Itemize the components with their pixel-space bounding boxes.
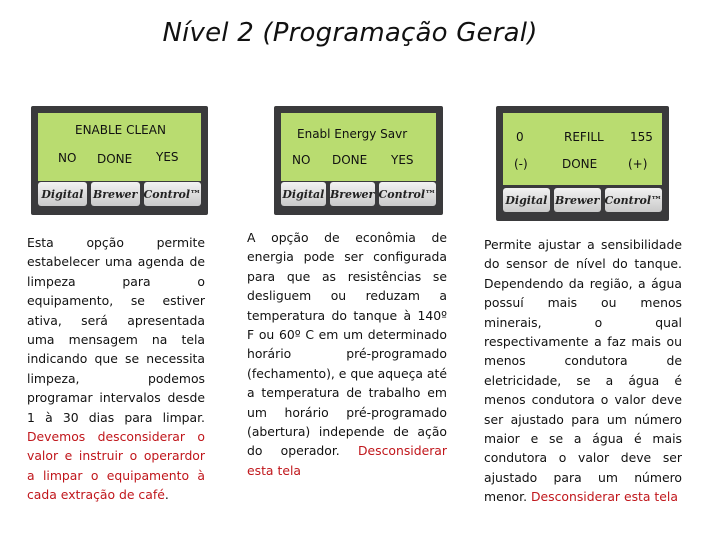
panel-button-3[interactable]: Control™ xyxy=(144,182,201,206)
lcd-option-no: NO xyxy=(58,151,77,165)
lcd-option-plus: (+) xyxy=(628,157,648,171)
lcd-display xyxy=(503,113,662,185)
description-text: Permite ajustar a sensibilidade do sensor de nível do tanque. Dependendo da região, a água possuí mais ou menos minerais, o qual respectivamente a faz mais ou menos condutora de eletricidade, se a água é menos condutora o valor deve ser ajustado para um número maior e se a água é mais condutora o valor deve ser ajustado para um número menor. xyxy=(484,237,682,505)
controller-panel-clean xyxy=(31,106,208,215)
lcd-option-no: NO xyxy=(292,153,311,167)
panel-button-row xyxy=(503,188,662,212)
description-highlight: Desconsiderar esta tela xyxy=(247,443,447,478)
controller-panel-refill xyxy=(496,106,669,221)
lcd-option-yes: YES xyxy=(156,150,179,164)
panel-button-1[interactable]: Digital xyxy=(38,182,87,206)
description-clean xyxy=(27,233,205,505)
description-text: A opção de econômia de energia pode ser configurada para que as resistências se desliguem ou reduzam a temperatura do tanque à 140º F ou 60º C em um determinado horário pré-programado (fechamento), e que aqueça até a temperatura de trabalho em um horário pré-programado (abertura) independe de ação do operador. xyxy=(247,230,447,459)
panel-button-3[interactable]: Control™ xyxy=(605,188,662,212)
lcd-option-yes: YES xyxy=(391,153,414,167)
panel-button-row xyxy=(281,182,436,206)
lcd-display xyxy=(38,113,201,181)
controller-panel-energy xyxy=(274,106,443,215)
panel-button-2[interactable]: Brewer xyxy=(91,182,140,206)
lcd-option-done: DONE xyxy=(97,152,133,166)
lcd-option-minus: (-) xyxy=(514,157,528,171)
lcd-value-left: 0 xyxy=(516,130,524,144)
description-energy xyxy=(247,228,447,480)
description-tail: . xyxy=(164,487,169,503)
panel-button-3[interactable]: Control™ xyxy=(379,182,436,206)
panel-button-2[interactable]: Brewer xyxy=(330,182,375,206)
panel-button-2[interactable]: Brewer xyxy=(554,188,601,212)
lcd-line-1: Enabl Energy Savr xyxy=(297,127,408,141)
panel-button-1[interactable]: Digital xyxy=(503,188,550,212)
description-highlight: Devemos desconsiderar o valor e instruir o operardor a limpar o equipamento à cada extração de café xyxy=(27,429,205,503)
lcd-value-right: 155 xyxy=(630,130,653,144)
description-refill xyxy=(484,235,682,507)
lcd-option-done: DONE xyxy=(332,153,368,167)
panel-button-1[interactable]: Digital xyxy=(281,182,326,206)
lcd-option-done: DONE xyxy=(562,157,598,171)
lcd-line-1: ENABLE CLEAN xyxy=(75,123,166,137)
lcd-display xyxy=(281,113,436,181)
lcd-label-refill: REFILL xyxy=(564,130,604,144)
description-text: Esta opção permite estabelecer uma agenda de limpeza para o equipamento, se estiver ativa, será apresentada uma mensagem na tela indicando que se necessita limpeza, podemos programar intervalos desde 1 à 30 dias para limpar. xyxy=(27,235,205,425)
panel-button-row xyxy=(38,182,201,206)
description-highlight: Desconsiderar esta tela xyxy=(530,489,678,505)
page-title: Nível 2 (Programação Geral) xyxy=(162,18,538,48)
